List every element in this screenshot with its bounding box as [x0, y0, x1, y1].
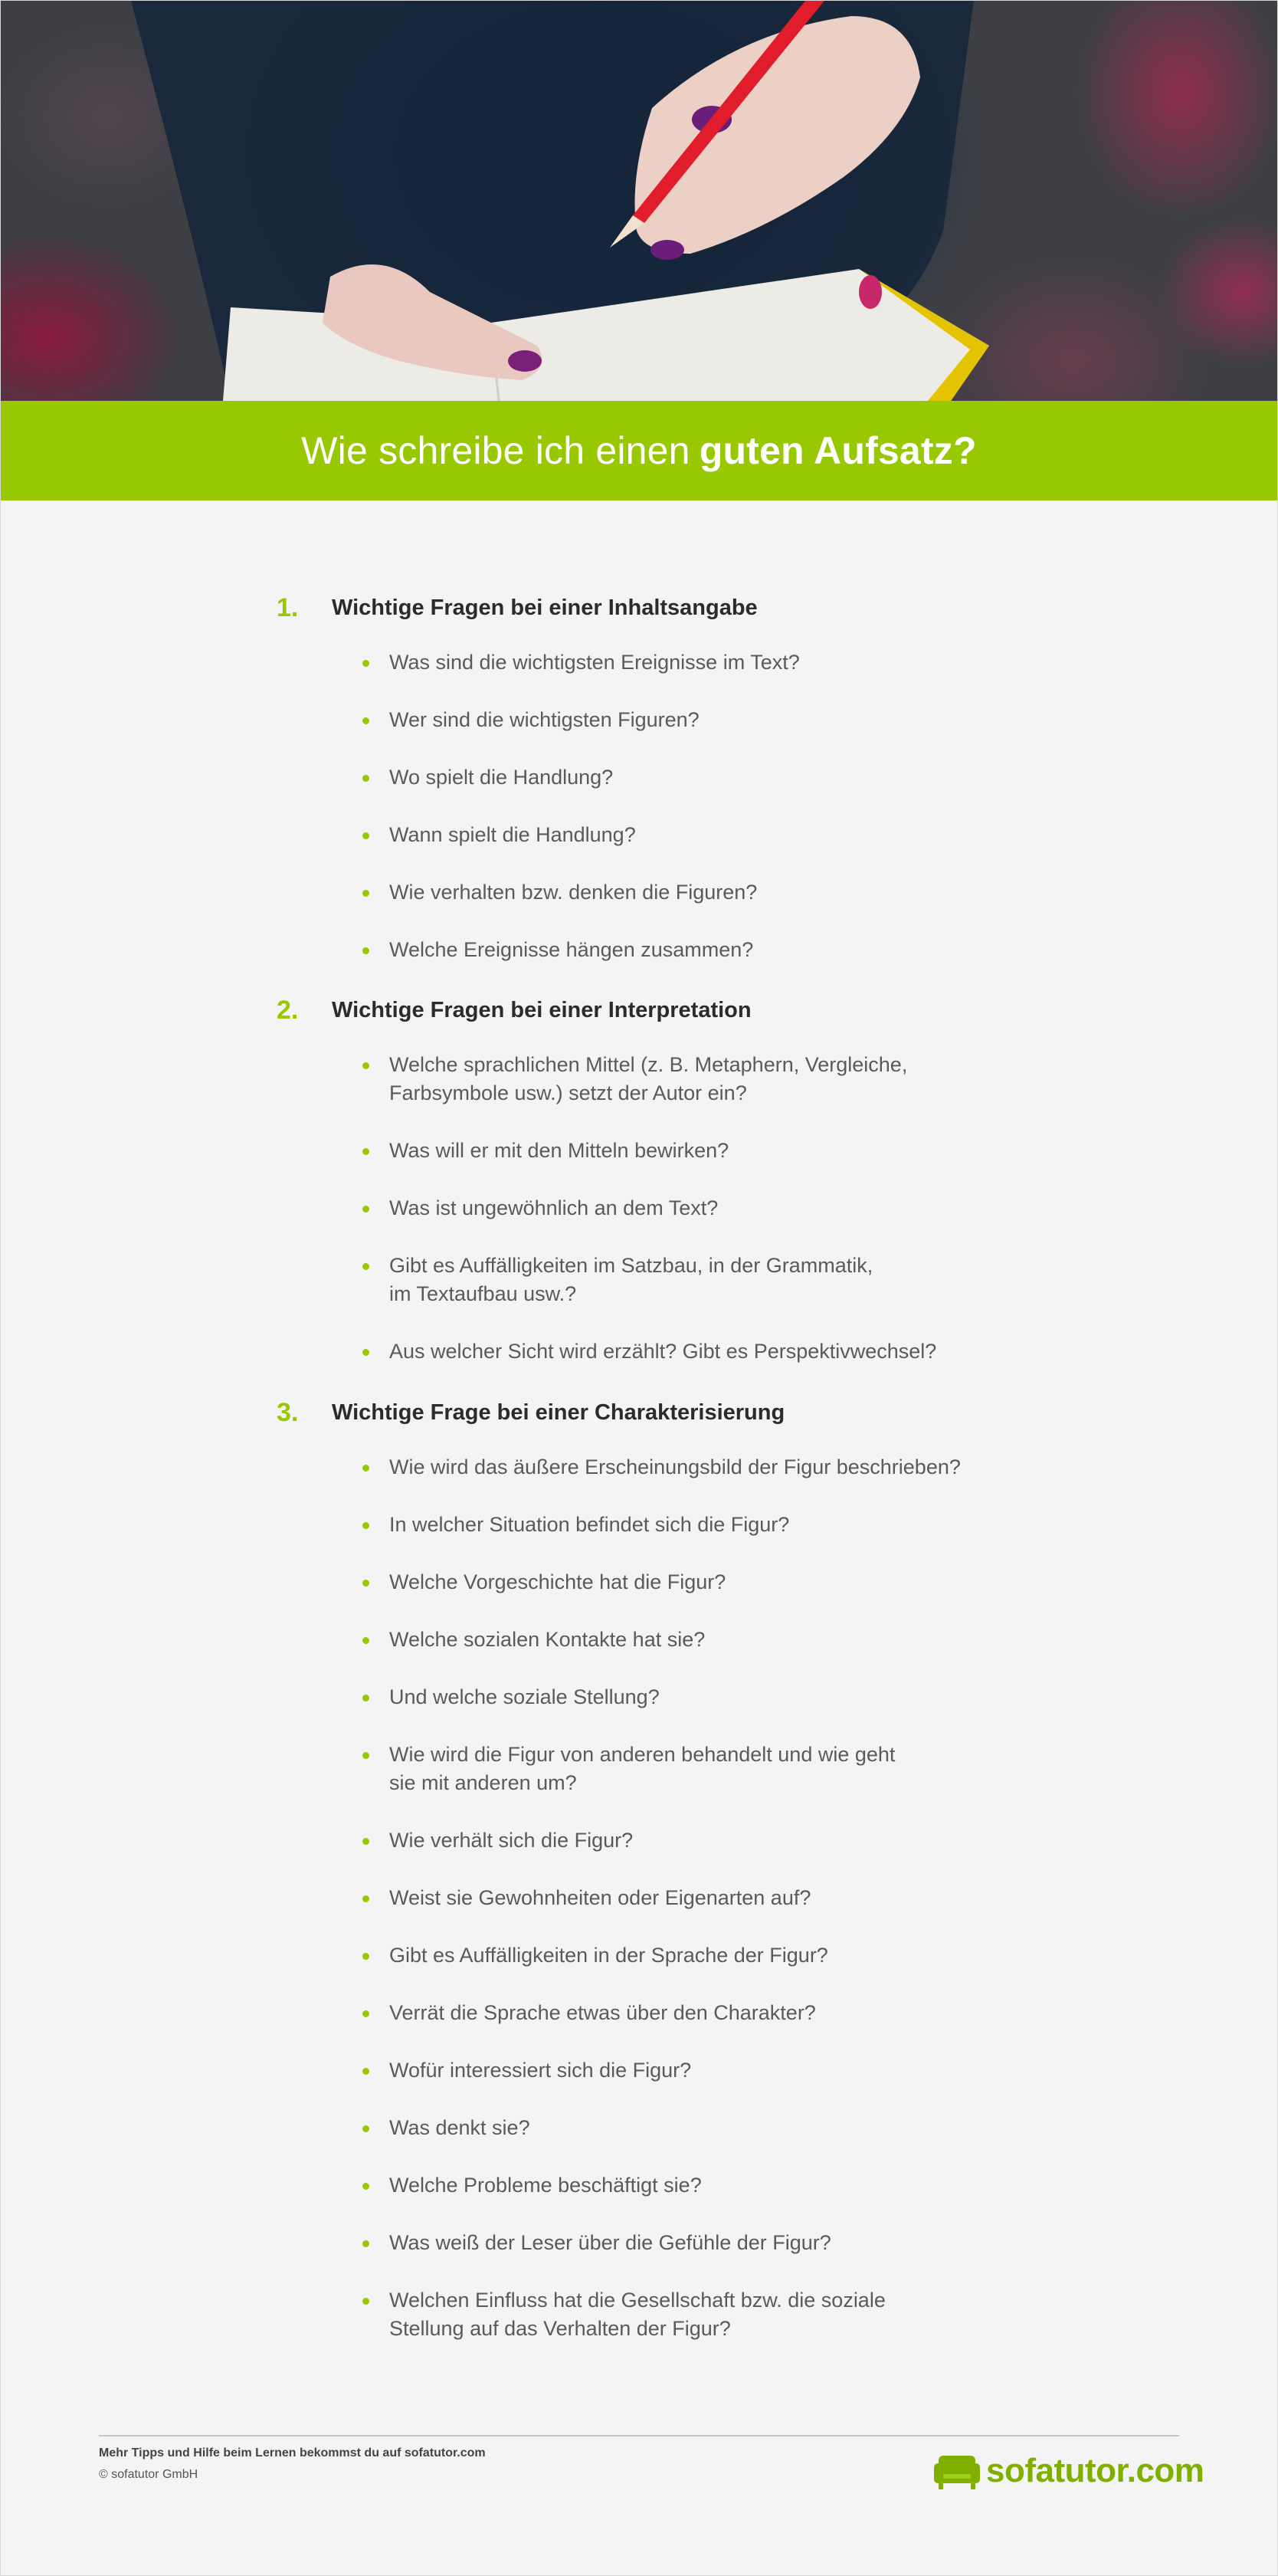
bullet-icon: [362, 947, 369, 954]
list-item-text: Wofür interessiert sich die Figur?: [389, 2059, 692, 2082]
list-item: [370, 763, 1060, 792]
list-item: [370, 1337, 1060, 1366]
bullet-icon: [362, 1637, 369, 1644]
section-heading: [277, 1397, 785, 1428]
list-item-text: Und welche soziale Stellung?: [389, 1685, 660, 1708]
list-item: [370, 1826, 1060, 1855]
list-item-text: Welchen Einfluss hat die Gesellschaft bzw. die soziale Stellung auf das Verhalten der Figur?: [389, 2289, 886, 2340]
bullet-icon: [362, 1953, 369, 1960]
bullet-icon: [362, 2183, 369, 2190]
bullet-icon: [362, 1263, 369, 1270]
bullet-icon: [362, 832, 369, 839]
list-item-text: Welche Vorgeschichte hat die Figur?: [389, 1570, 726, 1593]
list-item-text: Welche sprachlichen Mittel (z. B. Metaphern, Vergleiche, Farbsymbole usw.) setzt der Autor ein?: [389, 1053, 908, 1104]
list-item-text: Weist sie Gewohnheiten oder Eigenarten auf?: [389, 1886, 811, 1909]
bullet-icon: [362, 1349, 369, 1356]
list-item: [370, 706, 1060, 734]
bullet-icon: [362, 717, 369, 724]
bullet-icon: [362, 1522, 369, 1529]
bullet-icon: [362, 1838, 369, 1845]
list-item-text: Was sind die wichtigsten Ereignisse im Text?: [389, 651, 800, 674]
list-item: [370, 1683, 1060, 1711]
list-item: [370, 1511, 1060, 1539]
bullet-icon: [362, 2125, 369, 2132]
bullet-icon: [362, 1895, 369, 1902]
hero-image: [1, 1, 1277, 401]
section-number: 2.: [277, 995, 299, 1025]
list-item-text: Aus welcher Sicht wird erzählt? Gibt es Perspektivwechsel?: [389, 1340, 937, 1363]
list-item-text: Wie wird das äußere Erscheinungsbild der Figur beschrieben?: [389, 1455, 961, 1478]
list-item: [370, 1941, 1060, 1970]
list-item: [370, 1051, 1060, 1108]
footer-divider: [99, 2435, 1179, 2437]
list-item: [370, 2229, 1060, 2257]
section-number: 3.: [277, 1397, 299, 1427]
list-item: [370, 2114, 1060, 2142]
list-item-text: Wann spielt die Handlung?: [389, 823, 636, 846]
list-item: [370, 648, 1060, 677]
footer-copyright: © sofatutor GmbH: [99, 2468, 198, 2481]
list-item: [370, 1741, 1060, 1797]
bullet-icon: [362, 1148, 369, 1155]
list-item: [370, 936, 1060, 964]
section-title: Wichtige Fragen bei einer Interpretation: [332, 997, 752, 1022]
bullet-icon: [362, 2068, 369, 2075]
list-item-text: Wie wird die Figur von anderen behandelt und wie geht sie mit anderen um?: [389, 1743, 896, 1794]
sofatutor-logo[interactable]: [934, 2448, 1204, 2494]
list-item-text: Wie verhalten bzw. denken die Figuren?: [389, 881, 758, 904]
list-item-text: Welche Ereignisse hängen zusammen?: [389, 938, 754, 961]
bullet-icon: [362, 1206, 369, 1213]
bullet-icon: [362, 2240, 369, 2247]
page-title-bold: guten Aufsatz?: [699, 429, 977, 472]
list-item: [370, 1194, 1060, 1222]
bullet-icon: [362, 2298, 369, 2305]
list-item-text: Was denkt sie?: [389, 2116, 530, 2139]
hero-photo-illustration: [1, 1, 1277, 401]
bullet-icon: [362, 660, 369, 667]
list-item-text: Was ist ungewöhnlich an dem Text?: [389, 1196, 719, 1219]
section-heading: [277, 592, 758, 623]
list-item-text: Welche sozialen Kontakte hat sie?: [389, 1628, 706, 1651]
list-item: [370, 1137, 1060, 1165]
list-item-text: In welcher Situation befindet sich die Figur?: [389, 1513, 790, 1536]
list-item-text: Welche Probleme beschäftigt sie?: [389, 2174, 702, 2197]
list-item-text: Gibt es Auffälligkeiten im Satzbau, in der Grammatik, im Textaufbau usw.?: [389, 1254, 873, 1305]
section-title: Wichtige Frage bei einer Charakterisierung: [332, 1400, 785, 1425]
section-heading: [277, 995, 752, 1025]
bullet-icon: [362, 1580, 369, 1587]
bullet-icon: [362, 2010, 369, 2017]
list-item-text: Verrät die Sprache etwas über den Charakter?: [389, 2001, 816, 2024]
footer-tip: Mehr Tipps und Hilfe beim Lernen bekommst du auf sofatutor.com: [99, 2446, 486, 2460]
list-item-text: Was will er mit den Mitteln bewirken?: [389, 1139, 729, 1162]
logo-text: sofatutor.com: [986, 2452, 1204, 2489]
list-item-text: Wer sind die wichtigsten Figuren?: [389, 708, 700, 731]
list-item-text: Gibt es Auffälligkeiten in der Sprache der Figur?: [389, 1944, 828, 1967]
list-item: [370, 2056, 1060, 2085]
bullet-icon: [362, 1695, 369, 1701]
list-item: [370, 2286, 1060, 2343]
bullet-icon: [362, 1752, 369, 1759]
title-banner: [1, 401, 1277, 500]
bullet-icon: [362, 1465, 369, 1472]
sofa-logo-icon: [934, 2451, 980, 2491]
list-item: [370, 1252, 1060, 1308]
section-number: 1.: [277, 592, 299, 622]
list-item: [370, 1999, 1060, 2027]
list-item: [370, 878, 1060, 907]
list-item-text: Wie verhält sich die Figur?: [389, 1829, 634, 1852]
list-item-text: Wo spielt die Handlung?: [389, 766, 614, 789]
list-item: [370, 1626, 1060, 1654]
list-item: [370, 2171, 1060, 2200]
bullet-icon: [362, 775, 369, 782]
list-item-text: Was weiß der Leser über die Gefühle der Figur?: [389, 2231, 831, 2254]
section-title: Wichtige Fragen bei einer Inhaltsangabe: [332, 595, 758, 620]
list-item: [370, 1568, 1060, 1596]
list-item: [370, 1453, 1060, 1482]
bullet-icon: [362, 1062, 369, 1069]
list-item: [370, 1884, 1060, 1912]
page-title-light: Wie schreibe ich einen: [301, 429, 690, 472]
bullet-icon: [362, 890, 369, 897]
list-item: [370, 821, 1060, 849]
